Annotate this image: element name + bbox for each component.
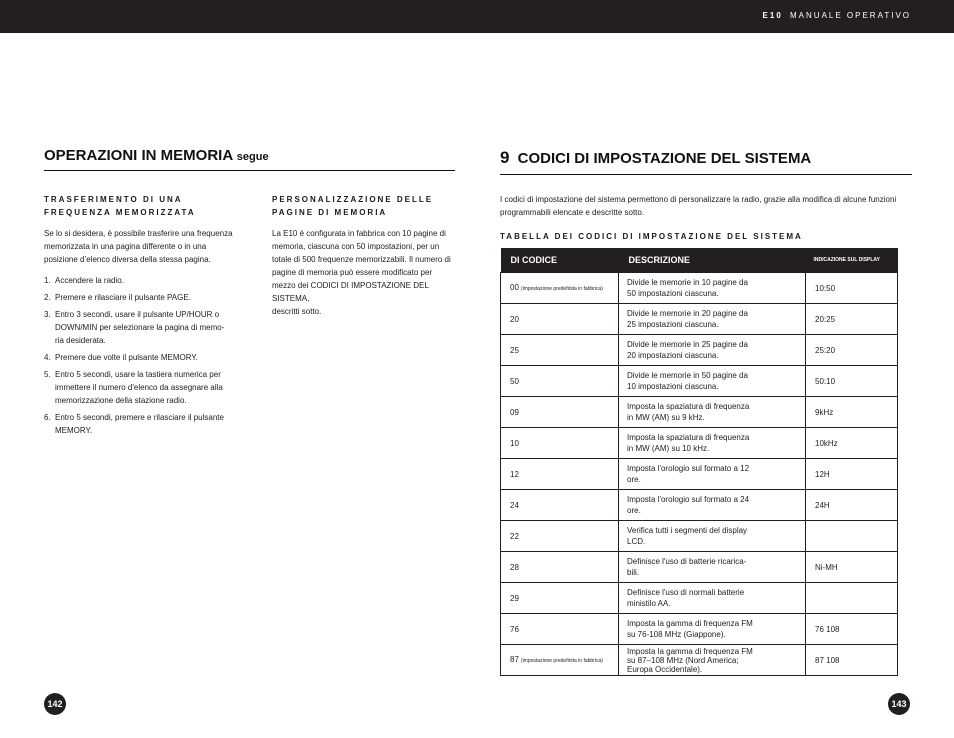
description-cell: [619, 459, 806, 490]
code-cell: [501, 366, 619, 397]
step-number: 2.: [44, 293, 51, 302]
description-cell: [619, 583, 806, 614]
description-line: su 76-108 MHz (Giappone).: [627, 630, 726, 639]
model-name: E10: [762, 11, 783, 20]
code-value: 24: [510, 500, 519, 510]
code-cell: [501, 335, 619, 366]
code-value: 29: [510, 593, 519, 603]
factory-default-note: (impostazione predefinita in fabbrica): [520, 285, 603, 292]
description-cell: [619, 490, 806, 521]
description-line: Imposta la gamma di frequenza FM: [627, 646, 753, 656]
description-line: in MW (AM) su 9 kHz.: [627, 413, 705, 422]
step-number: 3.: [44, 310, 51, 319]
display-cell: 10:50: [806, 273, 898, 304]
personalize-body-line: descritti sotto.: [272, 307, 322, 316]
description-cell: [619, 614, 806, 645]
display-cell: 24H: [806, 490, 898, 521]
step-text: DOWN/MIN per selezionare la pagina di memo-: [55, 323, 225, 332]
description-cell: [619, 397, 806, 428]
step-item: [44, 351, 226, 364]
personalize-heading: [272, 193, 462, 219]
column-header-display: INDICAZIONE SUL DISPLAY: [806, 248, 898, 273]
step-text: Accendere la radio.: [55, 276, 124, 285]
description-cell: [619, 428, 806, 459]
transfer-intro-line: memorizzata in una pagina differente o in una: [44, 242, 207, 251]
description-cell: [619, 645, 806, 676]
step-text: memorizzazione della stazione radio.: [55, 396, 187, 405]
code-cell: [501, 459, 619, 490]
step-item: [44, 411, 226, 437]
step-number: 1.: [44, 276, 51, 285]
description-cell: [619, 273, 806, 304]
display-cell: 76 108: [806, 614, 898, 645]
step-text: Entro 5 secondi, premere e rilasciare il pulsante: [55, 413, 224, 422]
description-line: Verifica tutti i segmenti del display: [627, 526, 748, 535]
system-codes-intro: [500, 193, 920, 219]
display-cell: 50:10: [806, 366, 898, 397]
personalize-body-line: totale di 500 frequenze memorizzabili. Il numero di: [272, 255, 451, 264]
step-text: Premere e rilasciare il pulsante PAGE.: [55, 293, 191, 302]
step-number: 5.: [44, 370, 51, 379]
description-cell: [619, 366, 806, 397]
transfer-steps-list: [44, 274, 226, 441]
description-line: Divide le memorie in 10 pagine da: [627, 278, 748, 287]
transfer-heading: [44, 193, 244, 219]
step-text: MEMORY.: [55, 426, 93, 435]
code-cell: [501, 552, 619, 583]
code-value: 87: [510, 654, 519, 664]
code-value: 28: [510, 562, 519, 572]
code-cell: [501, 614, 619, 645]
transfer-intro-line: Se lo si desidera, è possibile trasferire una frequenza: [44, 229, 233, 238]
step-text: immettere il numero d'elenco da assegnare alla: [55, 383, 223, 392]
running-header: [763, 11, 911, 20]
description-line: Imposta la gamma di frequenza FM: [627, 619, 753, 628]
table-row: [501, 428, 898, 459]
code-value: 76: [510, 624, 519, 634]
code-value: 20: [510, 314, 519, 324]
step-item: [44, 368, 226, 407]
display-cell: 20:25: [806, 304, 898, 335]
description-line: bili.: [627, 568, 640, 577]
description-line: LCD.: [627, 537, 646, 546]
step-text: ria desiderata.: [55, 336, 106, 345]
display-cell: [806, 521, 898, 552]
chapter-number: 9: [500, 148, 510, 167]
code-cell: [501, 397, 619, 428]
table-row: [501, 645, 898, 676]
table-heading: TABELLA DEI CODICI DI IMPOSTAZIONE DEL SISTEMA: [500, 232, 803, 241]
code-value: 12: [510, 469, 519, 479]
table-row: [501, 459, 898, 490]
table-row: [501, 304, 898, 335]
personalize-body-line: mezzo dei CODICI DI IMPOSTAZIONE DEL SISTEMA,: [272, 281, 429, 303]
page-number-right: 143: [888, 693, 910, 715]
display-cell: 87 108: [806, 645, 898, 676]
step-text: Entro 3 secondi, usare il pulsante UP/HOUR o: [55, 310, 220, 319]
table-row: [501, 521, 898, 552]
code-value: 25: [510, 345, 519, 355]
step-number: 6.: [44, 413, 51, 422]
description-cell: [619, 552, 806, 583]
description-cell: [619, 335, 806, 366]
header-bar: [0, 0, 954, 33]
transfer-intro-line: posizione d’elenco diversa della stessa pagina.: [44, 255, 211, 264]
description-line: 10 impostazioni ciascuna.: [627, 382, 719, 391]
personalize-heading-line2: PAGINE DI MEMORIA: [272, 208, 388, 217]
code-cell: [501, 304, 619, 335]
step-item: [44, 291, 226, 304]
description-line: Divide le memorie in 20 pagine da: [627, 309, 748, 318]
factory-default-note: (impostazione predefinita in fabbrica): [520, 657, 603, 664]
description-cell: [619, 304, 806, 335]
table-row: [501, 583, 898, 614]
column-header-code: DI CODICE: [501, 248, 619, 273]
table-row: [501, 490, 898, 521]
display-cell: [806, 583, 898, 614]
code-cell: [501, 521, 619, 552]
description-line: 25 impostazioni ciascuna.: [627, 320, 719, 329]
system-codes-intro-line: programmabili elencate e descritte sotto.: [500, 208, 645, 217]
transfer-intro: [44, 227, 234, 266]
description-line: Divide le memorie in 50 pagine da: [627, 371, 748, 380]
system-codes-intro-line: I codici di impostazione del sistema permettono di personalizzare la radio, grazie alla modifica di alcune funzioni: [500, 195, 897, 204]
table-header-row: [501, 248, 898, 273]
left-section-title: [44, 147, 455, 171]
system-codes-table: [500, 248, 898, 676]
personalize-body-line: La E10 è configurata in fabbrica con 10 pagine di: [272, 229, 446, 238]
description-line: Imposta l'orologio sul formato a 12: [627, 464, 750, 473]
table-row: [501, 366, 898, 397]
transfer-heading-line2: FREQUENZA MEMORIZZATA: [44, 208, 196, 217]
display-cell: 12H: [806, 459, 898, 490]
personalize-body-line: pagine di memoria può essere modificato per: [272, 268, 433, 277]
personalize-body: [272, 227, 462, 318]
description-line: Imposta la spaziatura di frequenza: [627, 402, 750, 411]
right-section-title: [500, 148, 912, 175]
display-cell: Ni-MH: [806, 552, 898, 583]
code-cell: [501, 583, 619, 614]
table-row: [501, 397, 898, 428]
description-line: 50 impostazioni ciascuna.: [627, 289, 719, 298]
step-item: [44, 308, 226, 347]
code-cell: [501, 490, 619, 521]
display-cell: 10kHz: [806, 428, 898, 459]
code-value: 22: [510, 531, 519, 541]
description-line: ore.: [627, 506, 641, 515]
left-title-suffix: segue: [236, 151, 269, 163]
step-text: Premere due volte il pulsante MEMORY.: [55, 353, 198, 362]
personalize-body-line: memoria, ciascuna con 50 impostazioni, per un: [272, 242, 440, 251]
right-title-text: CODICI DI IMPOSTAZIONE DEL SISTEMA: [517, 150, 812, 167]
description-line: Imposta la spaziatura di frequenza: [627, 433, 750, 442]
step-text: Entro 5 secondi, usare la tastiera numerica per: [55, 370, 221, 379]
personalize-heading-line1: PERSONALIZZAZIONE DELLE: [272, 195, 434, 204]
code-value: 10: [510, 438, 519, 448]
code-cell: [501, 428, 619, 459]
table-row: [501, 614, 898, 645]
code-value: 50: [510, 376, 519, 386]
manual-title: MANUALE OPERATIVO: [790, 11, 911, 20]
left-title-text: OPERAZIONI IN MEMORIA: [44, 147, 233, 164]
description-line: su 87–108 MHz (Nord America;: [627, 655, 739, 665]
display-cell: 9kHz: [806, 397, 898, 428]
display-cell: 25:20: [806, 335, 898, 366]
table-row: [501, 273, 898, 304]
description-line: in MW (AM) su 10 kHz.: [627, 444, 710, 453]
description-line: 20 impostazioni ciascuna.: [627, 351, 719, 360]
code-cell: [501, 273, 619, 304]
step-number: 4.: [44, 353, 51, 362]
description-line: Imposta l'orologio sul formato a 24: [627, 495, 750, 504]
step-item: [44, 274, 226, 287]
page-number-left: 142: [44, 693, 66, 715]
code-cell: [501, 645, 619, 676]
description-line: Divide le memorie in 25 pagine da: [627, 340, 748, 349]
description-cell: [619, 521, 806, 552]
code-value: 09: [510, 407, 519, 417]
description-line: Definisce l'uso di normali batterie: [627, 588, 745, 597]
description-line: ministilo AA.: [627, 599, 671, 608]
column-header-description: DESCRIZIONE: [619, 248, 806, 273]
table-row: [501, 552, 898, 583]
description-line: Definisce l'uso di batterie ricarica-: [627, 557, 747, 566]
code-value: 00: [510, 282, 519, 292]
description-line: Europa Occidentale).: [627, 664, 703, 674]
table-row: [501, 335, 898, 366]
description-line: ore.: [627, 475, 641, 484]
transfer-heading-line1: TRASFERIMENTO DI UNA: [44, 195, 183, 204]
